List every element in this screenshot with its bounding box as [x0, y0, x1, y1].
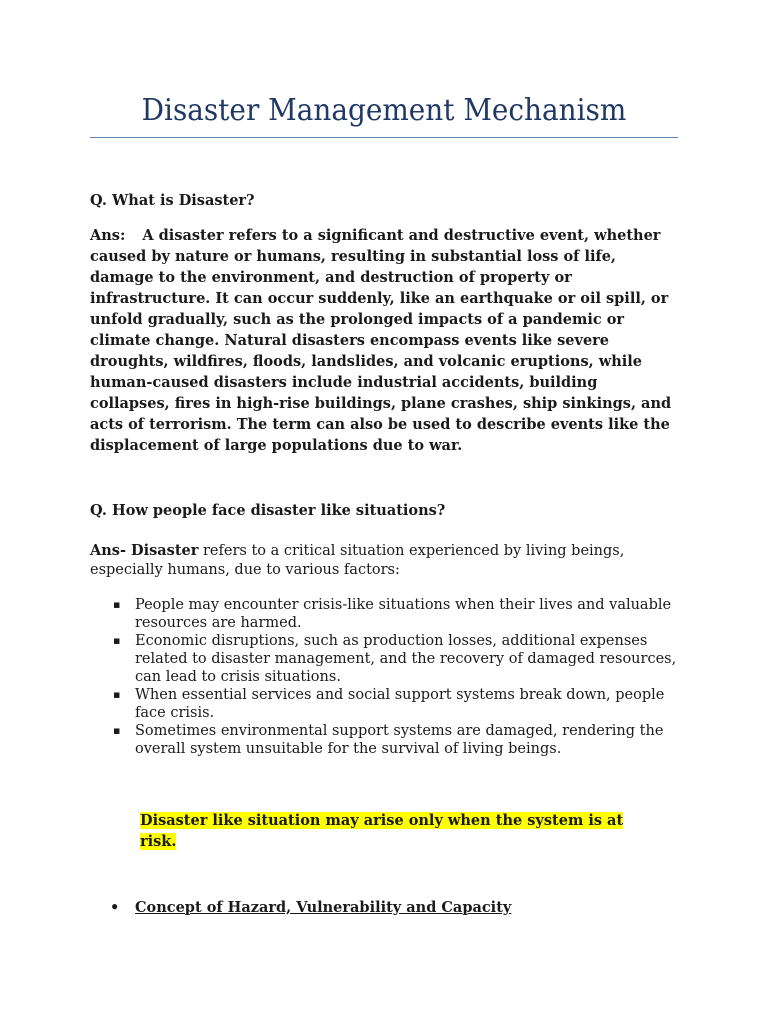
answer-face-disaster [90, 541, 678, 580]
answer-label: Ans- Disaster [90, 542, 199, 559]
round-bullet-icon: • [110, 899, 120, 916]
title-divider [90, 137, 678, 138]
square-bullet-icon: ▪ [113, 688, 121, 701]
concept-heading-text: Concept of Hazard, Vulnerability and Capacity [135, 899, 512, 916]
answer-text: A disaster refers to a significant and destructive event, whether caused by nature or humans, resulting in substantial loss of life, damage to the environment, and destruction of property or infrastructure. It can occur suddenly, like an earthquake or oil spill, or unfold gradually, such as the prolonged impacts of a pandemic or climate change. Natural disasters encompass events like severe droughts, wildfires, floods, landslides, and volcanic eruptions, while human-caused disasters include industrial accidents, building collapses, fires in high-rise buildings, plane crashes, ship sinkings, and acts of terrorism. The term can also be used to describe events like the displacement of large populations due to war. [90, 227, 672, 454]
list-item [90, 686, 678, 722]
question-what-is-disaster: Q. What is Disaster? [90, 192, 255, 209]
list-item [90, 722, 678, 758]
answer-what-is-disaster [90, 225, 678, 456]
list-item-text: When essential services and social support systems break down, people face crisis. [135, 687, 665, 721]
list-item-text: Economic disruptions, such as production losses, additional expenses related to disaster management, and the recovery of damaged resources, can lead to crisis situations. [135, 633, 677, 685]
answer-label: Ans: [90, 227, 126, 244]
square-bullet-icon: ▪ [113, 724, 121, 737]
highlighted-statement [140, 810, 660, 852]
question-face-disaster: Q. How people face disaster like situations? [90, 502, 446, 519]
list-item [90, 632, 678, 686]
list-item-text: Sometimes environmental support systems are damaged, rendering the overall system unsuitable for the survival of living beings. [135, 723, 664, 757]
highlighted-text: Disaster like situation may arise only when the system is at risk. [140, 812, 624, 850]
page-title: Disaster Management Mechanism [141, 93, 627, 128]
crisis-bullet-list [90, 596, 678, 758]
list-item-text: People may encounter crisis-like situations when their lives and valuable resources are harmed. [135, 597, 672, 631]
square-bullet-icon: ▪ [113, 598, 121, 611]
square-bullet-icon: ▪ [113, 634, 121, 647]
answer-text: refers to a critical situation experienced by living beings, especially humans, due to various factors: [90, 543, 625, 578]
list-item [90, 596, 678, 632]
